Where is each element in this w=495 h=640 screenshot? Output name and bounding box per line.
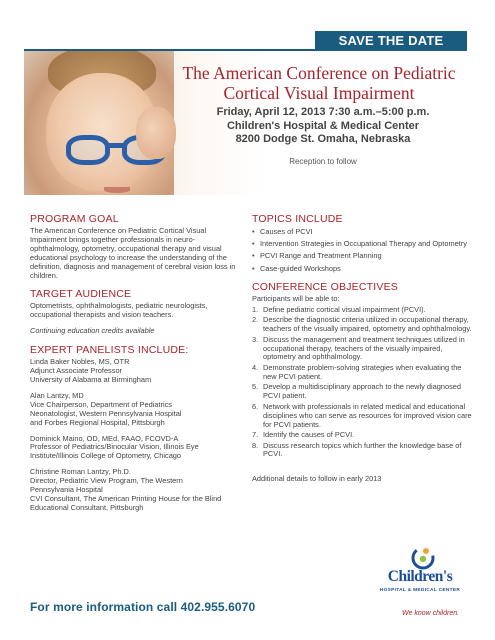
objectives-heading: CONFERENCE OBJECTIVES	[252, 280, 398, 293]
panelist-title: Director, Pediatric View Program, The Western	[30, 476, 183, 486]
topics-heading: TOPICS INCLUDE	[252, 213, 343, 225]
panelist	[30, 392, 238, 428]
program-goal-heading: PROGRAM GOAL	[30, 213, 119, 225]
list-item: 5. Develop a multidisciplinary approach to the newly diagnosed PCVI patient.	[252, 382, 462, 401]
panelists-heading: EXPERT PANELISTS INCLUDE:	[30, 344, 189, 357]
list-item: 7. Identify the causes of PCVI.	[252, 430, 355, 440]
panelist-title: Adjunct Associate Professor	[30, 366, 123, 376]
panelist-name: Dominick Maino, OD, MEd, FAAO, FCOVD-A	[30, 433, 179, 443]
panelist-title: Vice Chairperson, Department of Pediatrics	[30, 399, 172, 409]
credits-note: Continuing education credits available	[30, 326, 155, 336]
left-column	[30, 213, 238, 520]
panelist-affiliation: Educational Consultant, Pittsburgh	[30, 502, 144, 512]
panelist-name: Christine Roman Lantzy, Ph.D.	[30, 467, 131, 477]
hero-photo	[24, 51, 174, 195]
glasses-bridge	[108, 143, 124, 148]
target-audience-text: Optometrists, ophthalmologists, pediatric neurologists, occupational therapists and vision teachers.	[30, 301, 208, 320]
program-goal-text: The American Conference on Pediatric Cortical Visual Impairment brings together professionals in neuro-ophthalmology, optometry, occupational therapy and visual educational psychology to increase the understanding of the definition, diagnosis and management of cerebral vision loss in children.	[30, 226, 236, 280]
event-venue: Children's Hospital & Medical Center	[226, 119, 420, 132]
topics-list	[252, 227, 472, 273]
list-item: 2. Describe the diagnostic criteria utilized in occupational therapy, teachers of the visually impaired, optometry and ophthalmology.	[252, 315, 472, 334]
logo-name: Children's	[387, 568, 453, 585]
panelist-affiliation: Institute/Illinois College of Optometry, Chicago	[30, 451, 182, 461]
panelist-affiliation: CVI Consultant, The American Printing House for the Blind	[30, 493, 222, 503]
list-item: 3. Discuss the management and treatment techniques utilized in occupational therapy, teachers of the visually impaired, optometry and ophthalmology.	[252, 334, 465, 362]
photo-mouth	[104, 187, 130, 193]
target-audience-heading: TARGET AUDIENCE	[30, 288, 132, 301]
list-item: 6. Network with professionals in related medical and educational disciplines who can serve as resources for improved vision care for PCVI patients.	[252, 401, 472, 429]
panelist	[30, 358, 238, 385]
panelist	[30, 468, 238, 513]
list-item: 8. Discuss research topics which further the knowledge base of PCVI.	[252, 440, 462, 459]
panelist	[30, 435, 238, 462]
reception-note: Reception to follow	[289, 157, 357, 166]
photo-hand	[136, 107, 176, 159]
title-line-1: The American Conference on Pediatric	[182, 63, 456, 83]
list-item: • Intervention Strategies in Occupational Therapy and Optometry	[252, 239, 472, 248]
panelist-name: Linda Baker Nobles, MS, OTR	[30, 357, 130, 367]
list-item: • PCVI Range and Treatment Planning	[252, 251, 472, 260]
conference-title	[174, 63, 464, 103]
list-item: • Causes of PCVI	[252, 227, 472, 236]
event-date-time: Friday, April 12, 2013 7:30 a.m.–5:00 p.m.	[216, 106, 430, 118]
list-item: 4. Demonstrate problem-solving strategies when evaluating the new PCVI patient.	[252, 362, 462, 381]
panelist-title: Professor of Pediatrics/Binocular Vision, Illinois Eye	[30, 442, 199, 452]
logo-subtitle: HOSPITAL & MEDICAL CENTER	[379, 588, 461, 593]
list-item: • Case-guided Workshops	[252, 264, 472, 273]
hero-section	[24, 51, 467, 195]
panelist-affiliation: Pennsylvania Hospital	[30, 485, 103, 495]
objectives-intro: Participants will be able to:	[252, 293, 340, 303]
tagline: We know children.	[402, 610, 460, 617]
additional-details: Additional details to follow in early 2013	[252, 473, 382, 483]
panelist-affiliation: and Forbes Regional Hospital, Pittsburgh	[30, 417, 165, 427]
event-info	[194, 106, 452, 147]
right-column	[252, 213, 472, 484]
contact-info: For more information call 402.955.6070	[30, 600, 256, 614]
list-item: 1. Define pediatric cortical visual impairment (PCVI).	[252, 304, 426, 314]
event-address: 8200 Dodge St. Omaha, Nebraska	[235, 133, 411, 145]
panelist-affiliation: University of Alabama at Birmingham	[30, 374, 152, 384]
hospital-logo	[370, 545, 470, 615]
glasses-left-lens	[66, 135, 110, 165]
save-the-date-banner: SAVE THE DATE	[315, 31, 467, 50]
objectives-list	[252, 306, 472, 460]
panelist-name: Alan Lantzy, MD	[30, 390, 84, 400]
title-line-2: Cortical Visual Impairment	[223, 83, 415, 103]
panelist-affiliation: Neonatologist, Western Pennsylvania Hospital	[30, 408, 182, 418]
